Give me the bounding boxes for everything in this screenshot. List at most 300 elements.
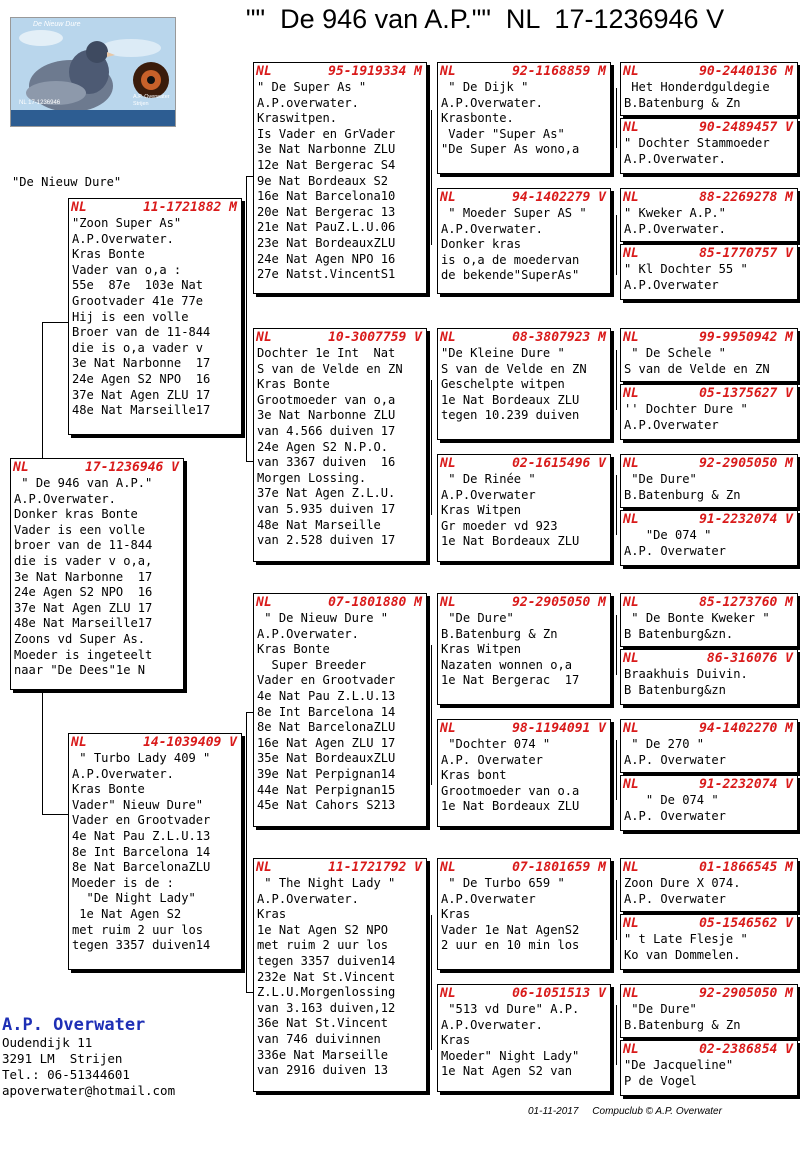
pedigree-line: 37e Nat Agen ZLU 17 — [72, 387, 211, 402]
connector-line — [42, 322, 43, 458]
pedigree-line: Kras bont — [441, 768, 507, 783]
pigeon-card-dam-dam[interactable] — [253, 858, 427, 1092]
ring-number — [254, 329, 426, 346]
ring-id: 86-316076 V — [706, 651, 793, 666]
pedigree-line: A.P.Overwater. — [72, 231, 174, 246]
pedigree-line: B.Batenburg & Zn — [624, 1017, 741, 1032]
pedigree-line: Vader van o,a : — [72, 262, 182, 277]
pedigree-line: 37e Nat Agen ZLU 17 — [14, 600, 153, 615]
pedigree-line: "De Night Lady" — [72, 891, 196, 906]
pedigree-line: Zoon Dure X 074. — [624, 876, 741, 890]
country-code: NL — [623, 456, 639, 471]
pedigree-line: A.P.Overwater — [624, 277, 719, 292]
pedigree-line: A.P. Overwater — [624, 891, 726, 906]
connector-line — [616, 475, 617, 535]
pedigree-line: 3e Nat Narbonne ZLU — [257, 408, 396, 423]
pigeon-card-sds[interactable] — [437, 328, 611, 440]
pedigree-line: 36e Nat St.Vincent — [257, 1016, 389, 1031]
pedigree-line: "De Jacqueline" — [624, 1058, 734, 1072]
pedigree-line: Ko van Dommelen. — [624, 947, 741, 962]
country-code: NL — [623, 860, 639, 875]
pigeon-card-dss[interactable] — [437, 593, 611, 705]
pigeon-card-g9[interactable] — [620, 593, 798, 647]
owner-city: 3291 LM Strijen — [2, 1051, 123, 1066]
pigeon-card-dsd[interactable] — [437, 719, 611, 827]
pedigree-line: Morgen Lossing. — [257, 470, 367, 485]
pedigree-line: Vader en Grootvader — [72, 813, 211, 828]
ring-id: 92-1168859 M — [512, 64, 606, 79]
pedigree-line: Is Vader en GrVader — [257, 126, 396, 141]
pigeon-card-g1[interactable] — [620, 62, 798, 116]
pedigree-line: " Kweker A.P." — [624, 206, 726, 220]
country-code: NL — [256, 860, 272, 875]
pedigree-line: P de Vogel — [624, 1073, 697, 1088]
ring-id: 85-1770757 V — [699, 246, 793, 261]
pedigree-line: Kras — [441, 907, 471, 922]
pedigree-line: Kras Witpen — [441, 503, 522, 518]
ring-number — [438, 985, 610, 1002]
pedigree-line: B Batenburg&zn — [624, 682, 726, 697]
country-code: NL — [623, 916, 639, 931]
pedigree-line: 12e Nat Bergerac S4 — [257, 157, 396, 172]
pedigree-line: 1e Nat Bergerac 17 — [441, 673, 580, 688]
pedigree-line: " Dochter Stammoeder — [624, 136, 770, 150]
pedigree-line: 8e Int Barcelona 14 — [257, 704, 396, 719]
pigeon-card-sire-dam[interactable] — [253, 328, 427, 562]
pedigree-line: A.P. Overwater — [624, 752, 726, 767]
connector-line — [616, 615, 617, 675]
ring-id: 85-1273760 M — [699, 595, 793, 610]
pedigree-line: broer van de 11-844 — [14, 538, 153, 553]
pigeon-photo — [11, 18, 175, 126]
pigeon-card-g2[interactable] — [620, 118, 798, 174]
ring-number — [438, 329, 610, 346]
pedigree-line: Moeder is de : — [72, 875, 174, 890]
pedigree-line: Kraswitpen. — [257, 111, 338, 126]
country-code: NL — [623, 986, 639, 1001]
ring-id: 11-1721882 M — [143, 200, 237, 215]
ring-id: 90-2440136 M — [699, 64, 793, 79]
ring-number — [621, 915, 797, 932]
pedigree-line: 24e Nat Agen NPO 16 — [257, 251, 396, 266]
pedigree-line: Grootmoeder van o,a — [257, 392, 396, 407]
pedigree-line: 55e 87e 103e Nat — [72, 278, 204, 293]
logo-footer: A.P. Overwater Strijen — [133, 94, 170, 107]
pedigree-line: Kras Bonte — [257, 642, 330, 657]
pedigree-line: 37e Nat Agen Z.L.U. — [257, 486, 396, 501]
ring-id: 92-2905050 M — [699, 986, 793, 1001]
pigeon-card-g6[interactable] — [620, 384, 798, 440]
pedigree-line: A.P.Overwater. — [441, 221, 543, 236]
pedigree-line: Hij is een volle — [72, 309, 189, 324]
pedigree-line: A.P. Overwater — [624, 808, 726, 823]
pigeon-card-g13[interactable] — [620, 858, 798, 912]
pedigree-line: Braakhuis Duivin. — [624, 667, 748, 681]
pedigree-line: 48e Nat Marseille17 — [14, 616, 153, 631]
pedigree-line: 1e Nat Agen S2 NPO — [257, 922, 389, 937]
pedigree-line: Kras — [441, 1033, 471, 1048]
pedigree-line: Geschelpte witpen — [441, 377, 565, 392]
connector-line — [246, 712, 247, 992]
pedigree-line: " De 270 " — [624, 737, 705, 751]
country-code: NL — [623, 512, 639, 527]
pedigree-line: van 3.163 duiven,12 — [257, 1000, 396, 1015]
connector-line — [431, 915, 432, 1050]
connector-line — [616, 1005, 617, 1065]
ring-number — [438, 455, 610, 472]
pedigree-line: " Moeder Super AS " — [441, 206, 587, 220]
ring-number — [621, 329, 797, 346]
pedigree-line: Super Breeder — [257, 657, 367, 672]
pedigree-line: van 2916 duiven 13 — [257, 1063, 389, 1078]
country-code: NL — [623, 595, 639, 610]
pedigree-line: " De Super As " — [257, 80, 367, 94]
pedigree-line: 24e Agen S2 N.P.O. — [257, 439, 389, 454]
country-code: NL — [623, 1042, 639, 1057]
pigeon-card-dam[interactable] — [68, 733, 242, 970]
ring-number — [621, 720, 797, 737]
pedigree-line: 16e Nat Agen ZLU 17 — [257, 735, 396, 750]
pedigree-line: A.P.Overwater — [441, 891, 536, 906]
pedigree-line: " The Night Lady " — [257, 876, 396, 890]
pedigree-line: A.P.Overwater. — [624, 151, 726, 166]
pigeon-card-sss[interactable] — [437, 62, 611, 174]
ring-number — [621, 594, 797, 611]
pedigree-line: 48e Nat Marseille17 — [72, 403, 211, 418]
connector-line — [42, 688, 43, 814]
connector-line — [431, 645, 432, 785]
owner-name: A.P. Overwater — [2, 1015, 146, 1035]
ring-number — [621, 385, 797, 402]
pedigree-line: van 2.528 duiven 17 — [257, 533, 396, 548]
pedigree-line: Kras Bonte — [72, 247, 145, 262]
pedigree-line: Vader" Nieuw Dure" — [72, 797, 204, 812]
pedigree-line: die is vader v o,a, — [14, 553, 153, 568]
pedigree-line: van 5.935 duiven 17 — [257, 501, 396, 516]
pigeon-card-g8[interactable] — [620, 510, 798, 566]
connector-line — [42, 814, 69, 815]
ring-number — [621, 859, 797, 876]
country-code: NL — [71, 735, 87, 750]
pedigree-line: 8e Nat BarcelonaZLU — [257, 720, 396, 735]
pedigree-line: 232e Nat St.Vincent — [257, 969, 396, 984]
pedigree-line: 48e Nat Marseille — [257, 517, 381, 532]
pigeon-card-g4[interactable] — [620, 244, 798, 300]
pedigree-line: "Dochter 074 " — [441, 737, 551, 751]
ring-number — [621, 189, 797, 206]
pedigree-line: 1e Nat Bordeaux ZLU — [441, 799, 580, 814]
pigeon-card-g10[interactable] — [620, 649, 798, 705]
pedigree-line: Kras Witpen — [441, 642, 522, 657]
pedigree-line: " Turbo Lady 409 " — [72, 751, 211, 765]
pedigree-line: " De Rinée " — [441, 472, 536, 486]
ring-id: 07-1801880 M — [328, 595, 422, 610]
pedigree-line: Grootmoeder van o.a — [441, 783, 580, 798]
pedigree-line: Vader 1e Nat AgenS2 — [441, 922, 580, 937]
pedigree-line: 336e Nat Marseille — [257, 1047, 389, 1062]
pedigree-line: met ruim 2 uur los — [257, 938, 389, 953]
country-code: NL — [623, 721, 639, 736]
pedigree-line: " De 074 " — [624, 793, 719, 807]
logo-ring: NL 17-1236946 — [19, 100, 61, 106]
pedigree-line: '' Dochter Dure " — [624, 402, 748, 416]
ring-number — [254, 594, 426, 611]
pedigree-line: B.Batenburg & Zn — [441, 626, 558, 641]
pedigree-line: 1e Nat Bordeaux ZLU — [441, 392, 580, 407]
pedigree-line: A.P.Overwater. — [257, 891, 359, 906]
ring-id: 99-9950942 M — [699, 330, 793, 345]
pigeon-card-g15[interactable] — [620, 984, 798, 1038]
pedigree-line: 23e Nat BordeauxZLU — [257, 235, 396, 250]
connector-line — [431, 110, 432, 245]
pedigree-line: A.P.Overwater. — [72, 766, 174, 781]
pedigree-line: Kras — [257, 907, 287, 922]
connector-line — [616, 880, 617, 940]
owner-email[interactable]: apoverwater@hotmail.com — [2, 1083, 176, 1098]
pedigree-line: " De Dijk " — [441, 80, 529, 94]
pedigree-line: naar "De Dees"1e N — [14, 663, 146, 678]
country-code: NL — [440, 860, 456, 875]
pedigree-line: " t Late Flesje " — [624, 932, 748, 946]
loft-logo — [10, 17, 176, 127]
ring-id: 08-3807923 M — [512, 330, 606, 345]
pedigree-line: A.P.Overwater. — [257, 626, 359, 641]
ring-id: 94-1402270 M — [699, 721, 793, 736]
ring-id: 91-2232074 V — [699, 777, 793, 792]
pigeon-card-sire-sire[interactable] — [253, 62, 427, 294]
pedigree-line: "Zoon Super As" — [72, 216, 182, 230]
pedigree-line: die is o,a vader v — [72, 340, 204, 355]
pedigree-line: 24e Agen S2 NPO 16 — [72, 371, 211, 386]
pedigree-line: A.P.Overwater. — [441, 1017, 543, 1032]
pigeon-card-ddd[interactable] — [437, 984, 611, 1092]
connector-line — [246, 176, 247, 461]
pedigree-line: 24e Agen S2 NPO 16 — [14, 585, 153, 600]
ring-number — [621, 511, 797, 528]
pedigree-line: " Kl Dochter 55 " — [624, 262, 748, 276]
pedigree-line: Gr moeder vd 923 — [441, 518, 558, 533]
country-code: NL — [256, 64, 272, 79]
pedigree-line: 1e Nat Bordeaux ZLU — [441, 534, 580, 549]
pedigree-line: B.Batenburg & Zn — [624, 95, 741, 110]
country-code: NL — [623, 777, 639, 792]
pedigree-line: 3e Nat Narbonne 17 — [14, 569, 153, 584]
pedigree-line: " De Bonte Kweker " — [624, 611, 770, 625]
ring-number — [254, 859, 426, 876]
ring-id: 11-1721792 V — [328, 860, 422, 875]
pedigree-line: A.P.Overwater. — [441, 95, 543, 110]
pigeon-card-g5[interactable] — [620, 328, 798, 382]
country-code: NL — [256, 595, 272, 610]
ring-number — [621, 63, 797, 80]
pedigree-line: 9e Nat Bordeaux S2 — [257, 173, 389, 188]
pigeon-card-g12[interactable] — [620, 775, 798, 831]
pedigree-line: Moeder" Night Lady" — [441, 1048, 580, 1063]
country-code: NL — [623, 330, 639, 345]
pedigree-line: 27e Natst.VincentS1 — [257, 267, 396, 282]
ring-number — [69, 734, 241, 751]
pedigree-line: 16e Nat Barcelona10 — [257, 189, 396, 204]
ring-number — [254, 63, 426, 80]
pigeon-card-dds[interactable] — [437, 858, 611, 970]
pedigree-line: Dochter 1e Int Nat — [257, 346, 396, 360]
nickname-label: "De Nieuw Dure" — [12, 175, 122, 189]
ring-id: 88-2269278 M — [699, 190, 793, 205]
ring-number — [438, 720, 610, 737]
pedigree-line: Nazaten wonnen o,a — [441, 657, 573, 672]
pedigree-line: Donker kras — [441, 237, 522, 252]
ring-id: 05-1546562 V — [699, 916, 793, 931]
pedigree-line: Z.L.U.Morgenlossing — [257, 985, 396, 1000]
pedigree-line: Broer van de 11-844 — [72, 325, 211, 340]
pigeon-card-dam-sire[interactable] — [253, 593, 427, 827]
pedigree-line: 8e Int Barcelona 14 — [72, 844, 211, 859]
pedigree-line: S van de Velde en ZN — [257, 361, 403, 376]
pedigree-line: "De Dure" — [624, 472, 697, 486]
ring-id: 92-2905050 M — [512, 595, 606, 610]
pedigree-line: B Batenburg&zn. — [624, 626, 734, 641]
ring-id: 17-1236946 V — [85, 460, 179, 475]
pedigree-line: tegen 3357 duiven14 — [257, 953, 396, 968]
country-code: NL — [623, 246, 639, 261]
pigeon-card-g14[interactable] — [620, 914, 798, 970]
ring-id: 07-1801659 M — [512, 860, 606, 875]
pedigree-line: A.P. Overwater — [624, 543, 726, 558]
country-code: NL — [623, 120, 639, 135]
pedigree-line: Moeder is ingeteelt — [14, 647, 153, 662]
pedigree-line: 4e Nat Pau Z.L.U.13 — [72, 828, 211, 843]
pedigree-line: A.P. Overwater — [441, 752, 543, 767]
pedigree-line: tegen 10.239 duiven — [441, 408, 580, 423]
ring-number — [621, 1041, 797, 1058]
pedigree-line: " De Schele " — [624, 346, 726, 360]
pedigree-line: tegen 3357 duiven14 — [72, 938, 211, 953]
pedigree-line: Donker kras Bonte — [14, 507, 138, 522]
pedigree-line: Zoons vd Super As. — [14, 631, 146, 646]
ring-id: 90-2489457 V — [699, 120, 793, 135]
ring-id: 01-1866545 M — [699, 860, 793, 875]
pedigree-line: 1e Nat Agen S2 — [72, 906, 182, 921]
country-code: NL — [440, 190, 456, 205]
pedigree-line: 45e Nat Cahors S213 — [257, 798, 396, 813]
country-code: NL — [256, 330, 272, 345]
country-code: NL — [623, 64, 639, 79]
pedigree-line: Vader is een volle — [14, 522, 146, 537]
pedigree-line: S van de Velde en ZN — [441, 361, 587, 376]
pedigree-line: 21e Nat PauZ.L.U.06 — [257, 220, 396, 235]
pedigree-line: van 746 duivinnen — [257, 1031, 381, 1046]
ring-id: 91-2232074 V — [699, 512, 793, 527]
ring-id: 05-1375627 V — [699, 386, 793, 401]
country-code: NL — [623, 190, 639, 205]
pedigree-line: "De Dure" — [441, 611, 514, 625]
pedigree-line: A.P.Overwater — [441, 487, 536, 502]
pigeon-card-sire[interactable] — [68, 198, 242, 435]
pigeon-card-g3[interactable] — [620, 188, 798, 242]
ring-number — [11, 459, 183, 476]
country-code: NL — [623, 651, 639, 666]
pedigree-line: B.Batenburg & Zn — [624, 487, 741, 502]
owner-phone: Tel.: 06-51344601 — [2, 1067, 130, 1082]
ring-number — [69, 199, 241, 216]
pigeon-card-ssd[interactable] — [437, 188, 611, 294]
country-code: NL — [440, 595, 456, 610]
connector-line — [431, 380, 432, 515]
country-code: NL — [13, 460, 29, 475]
pedigree-line: S van de Velde en ZN — [624, 361, 770, 376]
connector-line — [616, 88, 617, 148]
ring-id: 98-1194091 V — [512, 721, 606, 736]
pedigree-line: 8e Nat BarcelonaZLU — [72, 860, 211, 875]
pedigree-line: "De Kleine Dure " — [441, 346, 565, 360]
ring-id: 10-3007759 V — [328, 330, 422, 345]
pedigree-line: van 3367 duiven 16 — [257, 455, 396, 470]
pedigree-line: Kras Bonte — [72, 782, 145, 797]
pigeon-card-g16[interactable] — [620, 1040, 798, 1096]
ring-number — [621, 119, 797, 136]
pedigree-line: "De Dure" — [624, 1002, 697, 1016]
pedigree-line: " De 946 van A.P." — [14, 476, 153, 490]
connector-line — [616, 350, 617, 410]
pedigree-line: " De Nieuw Dure " — [257, 611, 389, 625]
pedigree-line: van 4.566 duiven 17 — [257, 423, 396, 438]
ring-id: 02-1615496 V — [512, 456, 606, 471]
connector-line — [42, 322, 69, 323]
pedigree-line: "De Super As wono,a — [441, 142, 580, 157]
country-code: NL — [440, 721, 456, 736]
pigeon-card-sdd[interactable] — [437, 454, 611, 562]
pedigree-line: Vader "Super As" — [441, 126, 565, 141]
connector-line — [616, 740, 617, 800]
pedigree-line: 39e Nat Perpignan14 — [257, 766, 396, 781]
pedigree-line: 3e Nat Narbonne 17 — [72, 356, 211, 371]
owner-block — [2, 1015, 175, 1099]
ring-id: 06-1051513 V — [512, 986, 606, 1001]
ring-id: 14-1039409 V — [143, 735, 237, 750]
ring-number — [621, 776, 797, 793]
ring-number — [438, 859, 610, 876]
pedigree-line: A.P.Overwater. — [624, 221, 726, 236]
pedigree-line: 4e Nat Pau Z.L.U.13 — [257, 688, 396, 703]
pedigree-line: 2 uur en 10 min los — [441, 938, 580, 953]
pedigree-line: is o,a de moedervan — [441, 252, 580, 267]
country-code: NL — [71, 200, 87, 215]
ring-number — [621, 455, 797, 472]
pedigree-line: 35e Nat BordeauxZLU — [257, 751, 396, 766]
ring-id: 95-1919334 M — [328, 64, 422, 79]
ring-id: 94-1402279 V — [512, 190, 606, 205]
pedigree-line: 20e Nat Bergerac 13 — [257, 204, 396, 219]
pigeon-card-g11[interactable] — [620, 719, 798, 773]
pigeon-card-g7[interactable] — [620, 454, 798, 508]
pedigree-line: met ruim 2 uur los — [72, 922, 204, 937]
ring-number — [621, 985, 797, 1002]
pedigree-line: A.P.Overwater. — [14, 491, 116, 506]
pedigree-line: A.P.overwater. — [257, 95, 359, 110]
pedigree-line: Het Honderdguldegie — [624, 80, 770, 94]
pigeon-card-subject[interactable] — [10, 458, 184, 690]
country-code: NL — [440, 330, 456, 345]
ring-number — [438, 189, 610, 206]
pedigree-line: 1e Nat Agen S2 van — [441, 1064, 573, 1079]
pedigree-line: "De 074 " — [624, 528, 712, 542]
pedigree-line: " De Turbo 659 " — [441, 876, 565, 890]
ring-number — [621, 650, 797, 667]
pedigree-line: Vader en Grootvader — [257, 673, 396, 688]
pedigree-line: Grootvader 41e 77e — [72, 293, 204, 308]
ring-number — [438, 594, 610, 611]
country-code: NL — [440, 64, 456, 79]
